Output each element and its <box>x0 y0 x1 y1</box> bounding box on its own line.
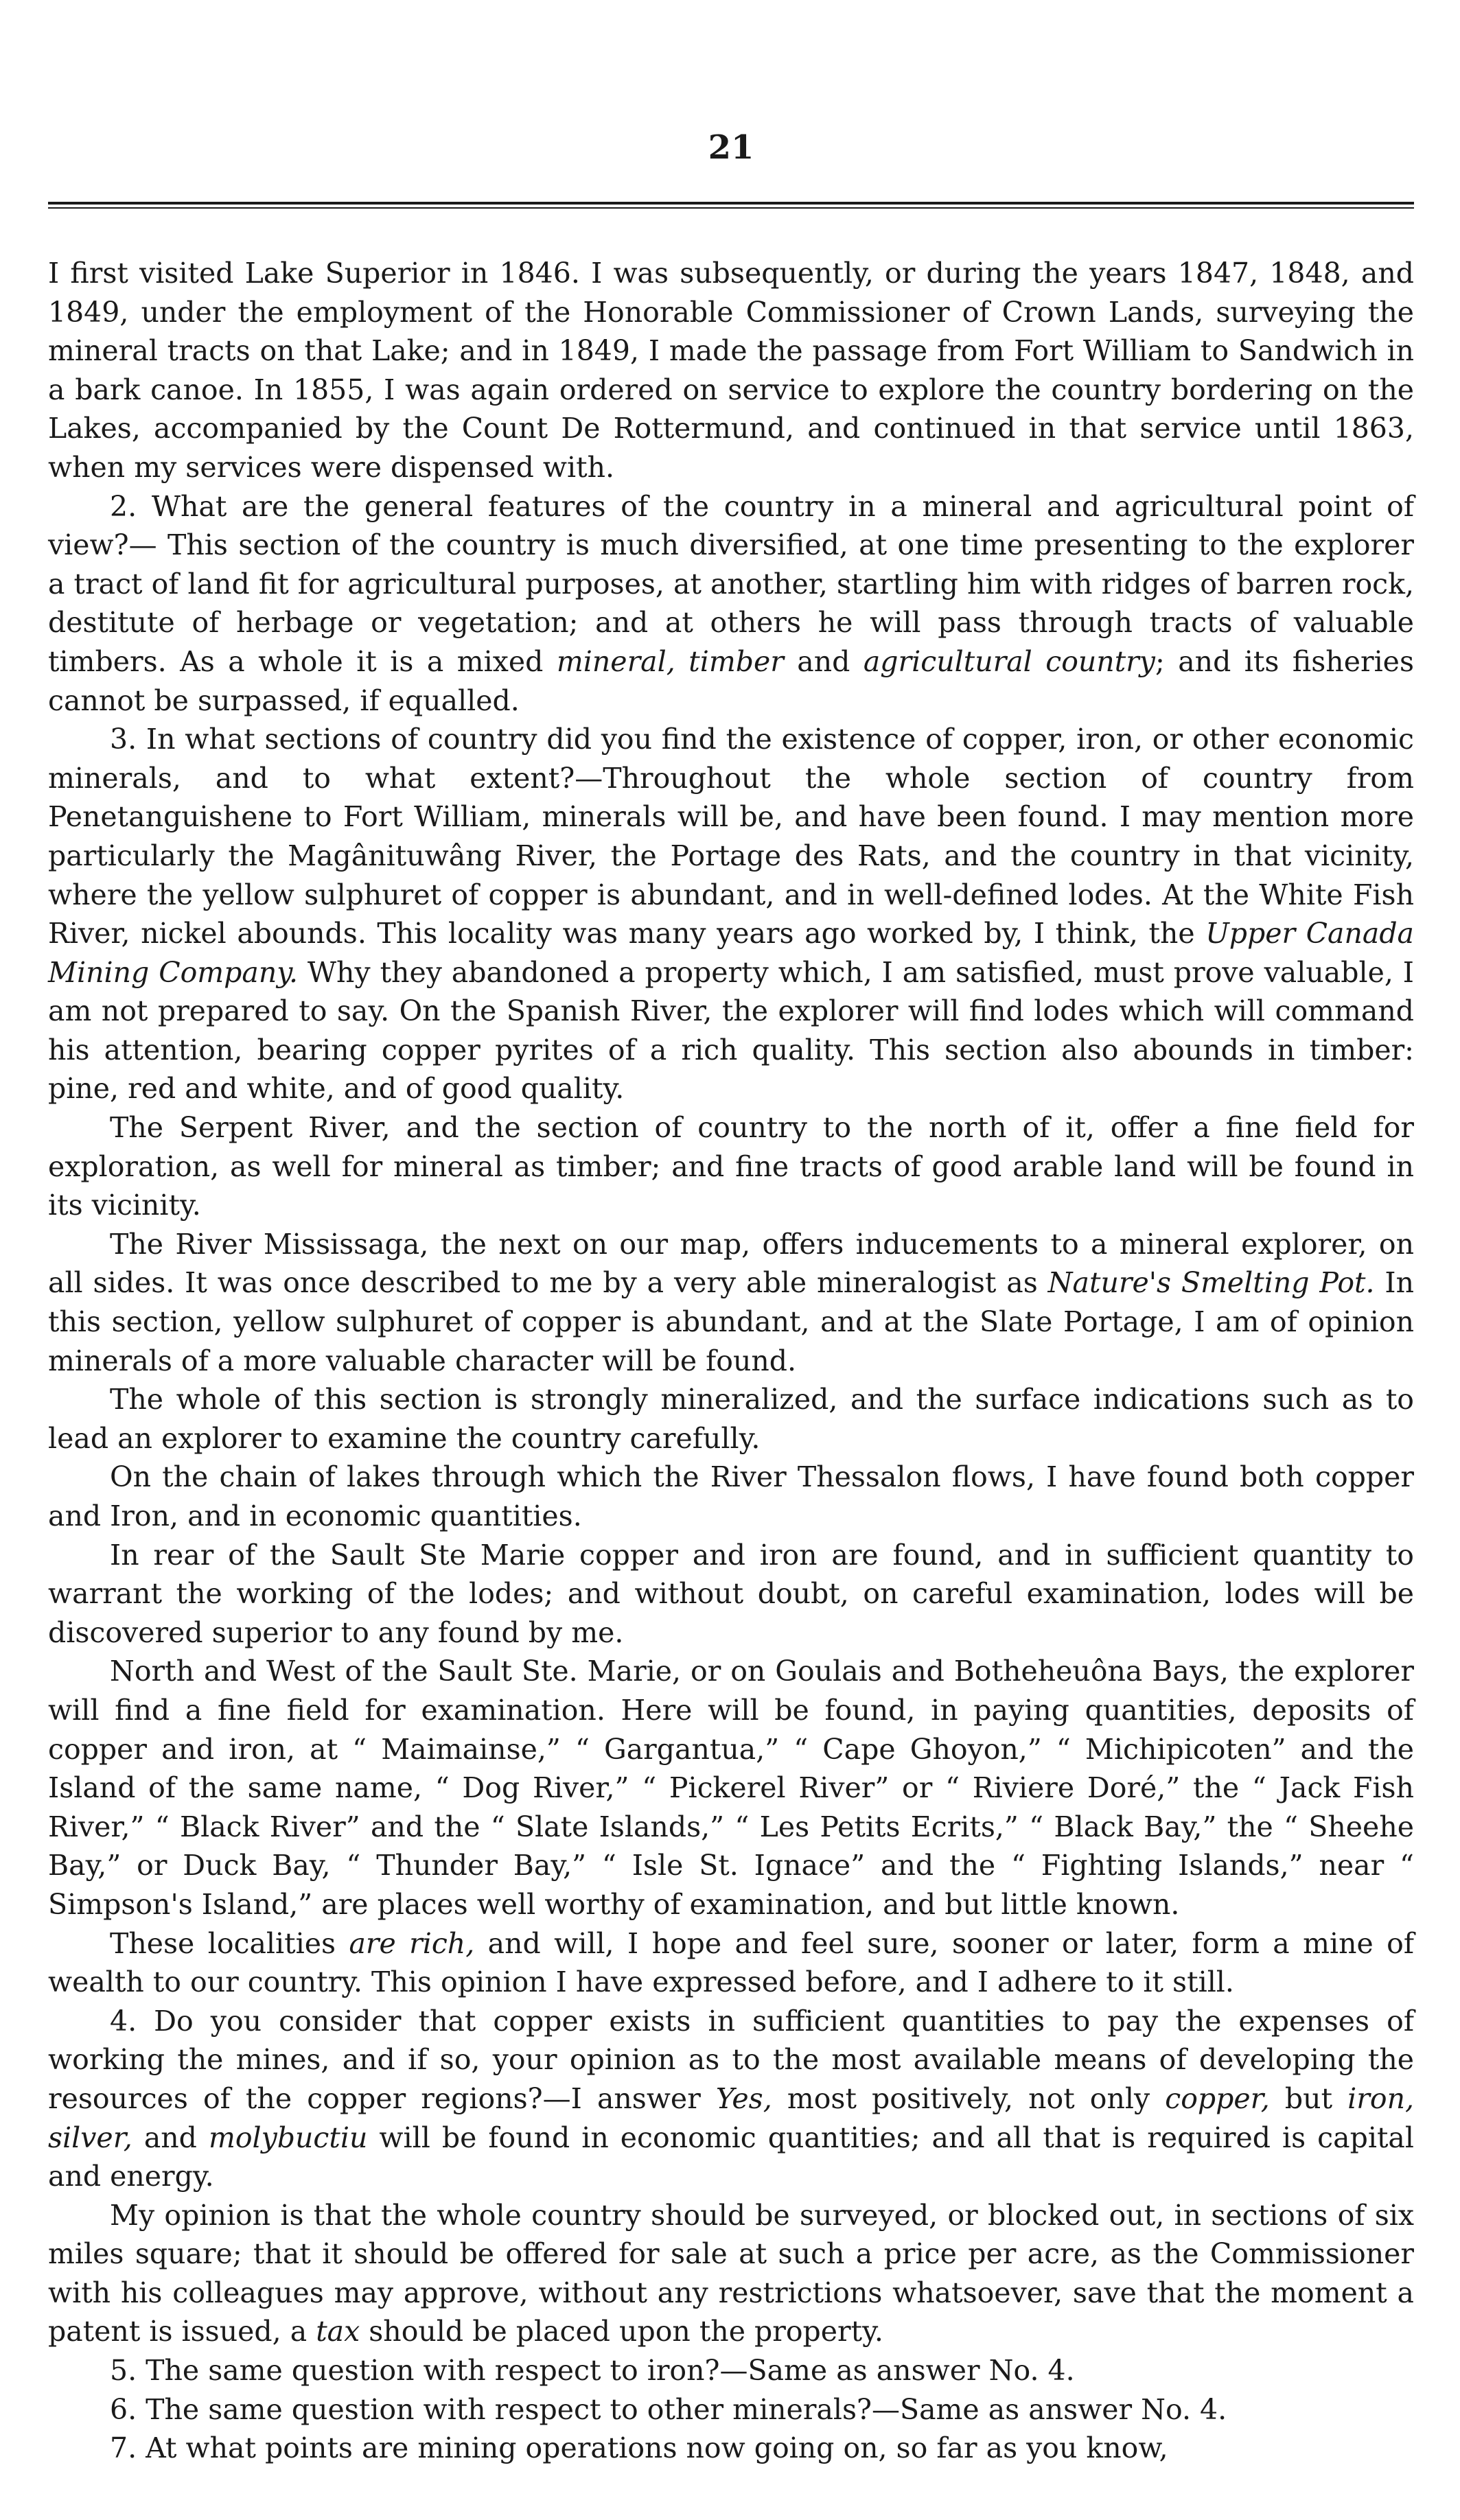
paragraph <box>48 720 1414 1108</box>
paragraph <box>48 2429 1414 2468</box>
text-run: My opinion is that the whole country should be surveyed, or blocked out, in sections of six miles square; that it should be offered for sale at such a price per acre, as the Commissioner with his colleagues may approve, without any restrictions whatsoever, save that the moment a patent is issued, a <box>48 2198 1414 2348</box>
text-run: 2. What are the general features of the country in a mineral and agricultural point of view?— This section of the country is much diversified, at one time presenting to the explorer a tract of land fit for agricultural purposes, at another, startling him with ridges of barren rock, destitute of herbage or vegetation; and at others he will pass through tracts of valuable timbers. As a whole it is a mixed <box>48 489 1414 678</box>
text-run: most positively, not only <box>772 2081 1166 2115</box>
text-run: Why they abandoned a property which, I am satisfied, must prove valuable, I am not prepared to say. On the Spanish River, the explorer will find lodes which will command his attention, bearing copper pyrites of a rich quality. This section also abounds in timber: pine, red and white, and of good quality. <box>48 955 1414 1106</box>
text-run: but <box>1269 2081 1348 2115</box>
text-run: The Serpent River, and the section of country to the north of it, offer a fine field for exploration, as well for mineral as timber; and fine tracts of good arable land will be found in its vicinity. <box>48 1111 1414 1222</box>
page-number: 21 <box>708 128 754 167</box>
paragraph <box>48 1225 1414 1380</box>
paragraph <box>48 2196 1414 2351</box>
paragraph <box>48 1652 1414 1924</box>
header-rule <box>48 198 1414 213</box>
italic-text: Nature's Smelting Pot. <box>1047 1266 1375 1300</box>
header-rule-thin <box>48 207 1414 209</box>
paragraph <box>48 1536 1414 1653</box>
italic-text: tax <box>316 2315 360 2348</box>
italic-text: Yes, <box>715 2081 772 2115</box>
text-run: 6. The same question with respect to other minerals?—Same as answer No. 4. <box>110 2392 1227 2426</box>
text-run: I first visited Lake Superior in 1846. I was subsequently, or during the years 1847, 1848, and 1849, under the employment of the Honorable Commissioner of Crown Lands, surveying the mineral tracts on that Lake; and in 1849, I made the passage from Fort William to Sandwich in a bark canoe. In 1855, I was again ordered on service to explore the country bordering on the Lakes, accompanied by the Count De Rottermund, and continued in that service until 1863, when my services were dispensed with. <box>48 257 1414 484</box>
italic-text: are rich, <box>349 1926 475 1960</box>
paragraph <box>48 1108 1414 1225</box>
paragraph <box>48 2002 1414 2196</box>
text-run: The whole of this section is strongly mineralized, and the surface indications such as to lead an explorer to examine the country carefully. <box>48 1383 1414 1455</box>
text-run: should be placed upon the property. <box>360 2315 883 2348</box>
italic-text: molybuctiu <box>208 2121 368 2154</box>
paragraph <box>48 2351 1414 2390</box>
text-run: The River Mississaga, the next on our map, offers inducements to a mineral explorer, on all sides. It was once described to me by a very able mineralogist as <box>48 1227 1414 1300</box>
text-run: and will, I hope and feel sure, sooner or later, form a mine of wealth to our country. This opinion I have expressed before, and I adhere to it still. <box>48 1926 1415 1999</box>
text-run: North and West of the Sault Ste. Marie, or on Goulais and Botheheuôna Bays, the explorer will find a fine field for examination. Here will be found, in paying quantities, deposits of copper and iron, at “ Maimainse,” “ Gargantua,” “ Cape Ghoyon,” “ Michipicoten” and the Island of the same name, “ Dog River,” “ Pickerel River” or “ Riviere Doré,” the “ Jack Fish River,” “ Black River” and the “ Slate Islands,” “ Les Petits Ecrits,” “ Black Bay,” the “ Sheehe Bay,” or Duck Bay, “ Thunder Bay,” “ Isle St. Ignace” and the “ Fighting Islands,” near “ Simpson's Island,” are places well worthy of examination, and but little known. <box>48 1655 1414 1921</box>
italic-text: iron, silver, <box>48 2081 1415 2154</box>
paragraph <box>48 254 1414 487</box>
paragraph <box>48 1924 1414 2002</box>
text-run: In this section, yellow sulphuret of copper is abundant, and at the Slate Portage, I am of opinion minerals of a more valuable character will be found. <box>48 1266 1415 1377</box>
italic-text: Upper Canada Mining Company. <box>48 917 1415 989</box>
text-run: and <box>132 2121 209 2154</box>
text-run: 3. In what sections of country did you find the existence of copper, iron, or other economic minerals, and to what extent?—Throughout the whole section of country from Penetanguishene to Fort William, minerals will be, and have been found. I may mention more particularly the Magânituwâng River, the Portage des Rats, and the country in that vicinity, where the yellow sulphuret of copper is abundant, and in well-defined lodes. At the White Fish River, nickel abounds. This locality was many years ago worked by, I think, the <box>48 723 1414 950</box>
text-run: will be found in economic quantities; and all that is required is capital and energy. <box>48 2121 1414 2193</box>
italic-text: copper, <box>1165 2081 1270 2115</box>
text-run: On the chain of lakes through which the River Thessalon flows, I have found both copper and Iron, and in economic quantities. <box>48 1460 1414 1532</box>
body-text <box>48 254 1414 2468</box>
paragraph <box>48 2390 1414 2429</box>
italic-text: mineral, timber <box>556 644 784 678</box>
header-rule-thick <box>48 202 1414 205</box>
paragraph <box>48 487 1414 721</box>
text-run: 4. Do you consider that copper exists in sufficient quantities to pay the expenses of working the mines, and if so, your opinion as to the most available means of developing the resources of the copper regions?—I answer <box>48 2004 1414 2115</box>
italic-text: agricultural country <box>863 644 1155 678</box>
text-run: ; and its fisheries cannot be surpassed, if equalled. <box>48 644 1414 717</box>
paragraph <box>48 1380 1414 1458</box>
text-run: 5. The same question with respect to iron?—Same as answer No. 4. <box>110 2354 1075 2388</box>
paragraph <box>48 1458 1414 1535</box>
text-run: 7. At what points are mining operations now going on, so far as you know, <box>110 2431 1168 2465</box>
document-page <box>48 124 1414 2468</box>
text-run: These localities <box>110 1926 349 1960</box>
text-run: and <box>783 644 864 678</box>
text-run: In rear of the Sault Ste Marie copper and iron are found, and in sufficient quantity to warrant the working of the lodes; and without doubt, on careful examination, lodes will be discovered superior to any found by me. <box>48 1538 1414 1649</box>
